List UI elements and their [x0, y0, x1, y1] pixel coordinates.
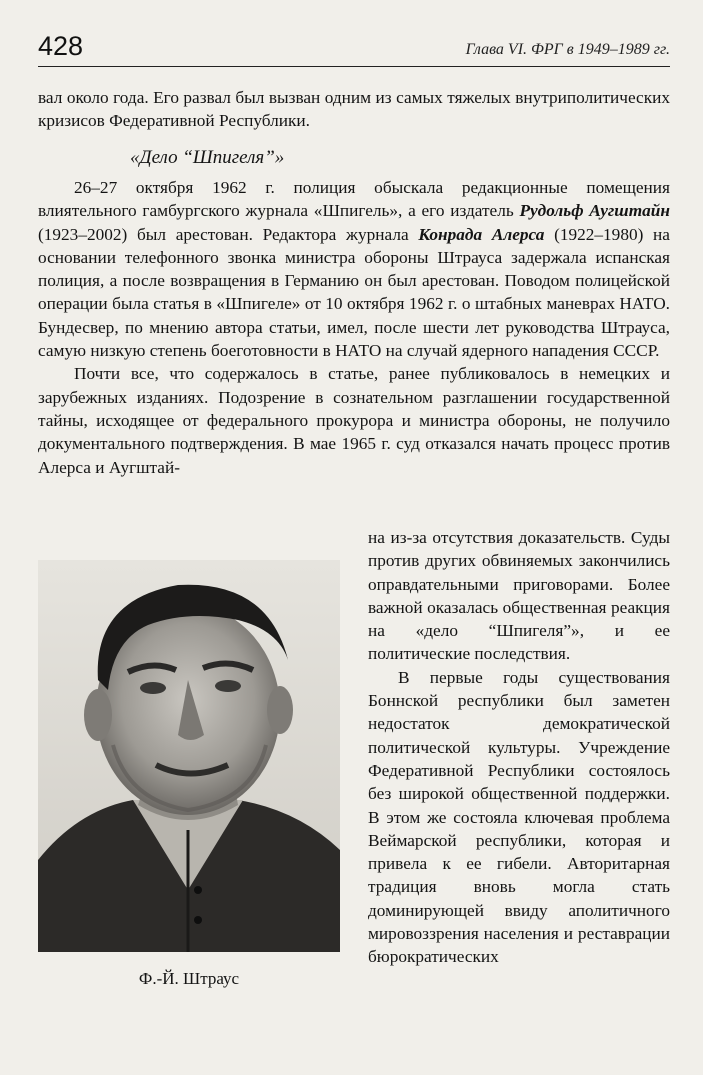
paragraph-1: [38, 176, 670, 362]
page-header: [38, 30, 670, 67]
photo-caption: Ф.-Й. Штраус: [138, 969, 240, 988]
paragraph-2: Почти все, что содержалось в статье, ранее публиковалось в немецких и зарубежных изданиях. Подозрение в сознательном разглашении государственной тайны, исходящее от федерального прокурора и министра обороны, не получило документального подтверждения. В мае 1965 г. суд отказался начать процесс против Алерса и Аугштай-: [38, 364, 670, 477]
portrait-photo: [38, 560, 340, 952]
right-column: [368, 526, 670, 969]
paragraph-1-part-a: 26–27 октября 1962 г. полиция обыскала редакционные помещения влиятельного гамбургского журнала «Шпигель», а его издатель: [38, 178, 670, 221]
section-body: [38, 176, 670, 479]
paragraph-2-continued: на из-за отсутствия доказательств. Суды против других обвиняемых закончились оправдательными приговорами. Более важной оказалась общественная реакция на «дело “Шпигеля”», и ее политические последствия.: [368, 528, 670, 664]
intro-paragraph: [38, 86, 670, 133]
section-title: «Дело “Шпигеля”»: [130, 147, 285, 168]
intro-text: вал около года. Его развал был вызван одним из самых тяжелых внутриполитических кризисов Федеративной Республики.: [38, 88, 670, 131]
portrait-illustration: [38, 560, 340, 952]
running-head: Глава VI. ФРГ в 1949–1989 гг.: [465, 41, 670, 58]
name-augstein: Рудольф Аугштайн: [519, 201, 670, 221]
paragraph-1-part-b: (1923–2002) был арестован. Редактора журнала: [38, 224, 419, 244]
name-ahlers: Конрада Алерса: [418, 224, 545, 244]
page-number: 428: [38, 31, 84, 61]
paragraph-3: В первые годы существования Боннской республики был заметен недостаток демократической политической культуры. Учреждение Федеративной Республики состоялось без широкой общественной поддержки. В этом же состояла ключевая проблема Веймарской республики, которая и привела к ее гибели. Авторитарная традиция вновь могла стать доминирующей ввиду аполитичного мировоззрения населения и реставрации бюрократических: [368, 667, 670, 967]
paragraph-1-part-c: (1922–1980) на основании телефонного звонка министра обороны Штрауса задержала испанская полиция, а после возвращения в Германию он был арестован. Поводом полицейской операции была статья в «Шпигеле» от 10 октября 1962 г. о штабных маневрах НАТО. Бундесвер, по мнению автора статьи, имел, после шести лет руководства Штрауса, самую низкую степень боеготовности в НАТО на случай ядерного нападения СССР.: [38, 224, 670, 361]
